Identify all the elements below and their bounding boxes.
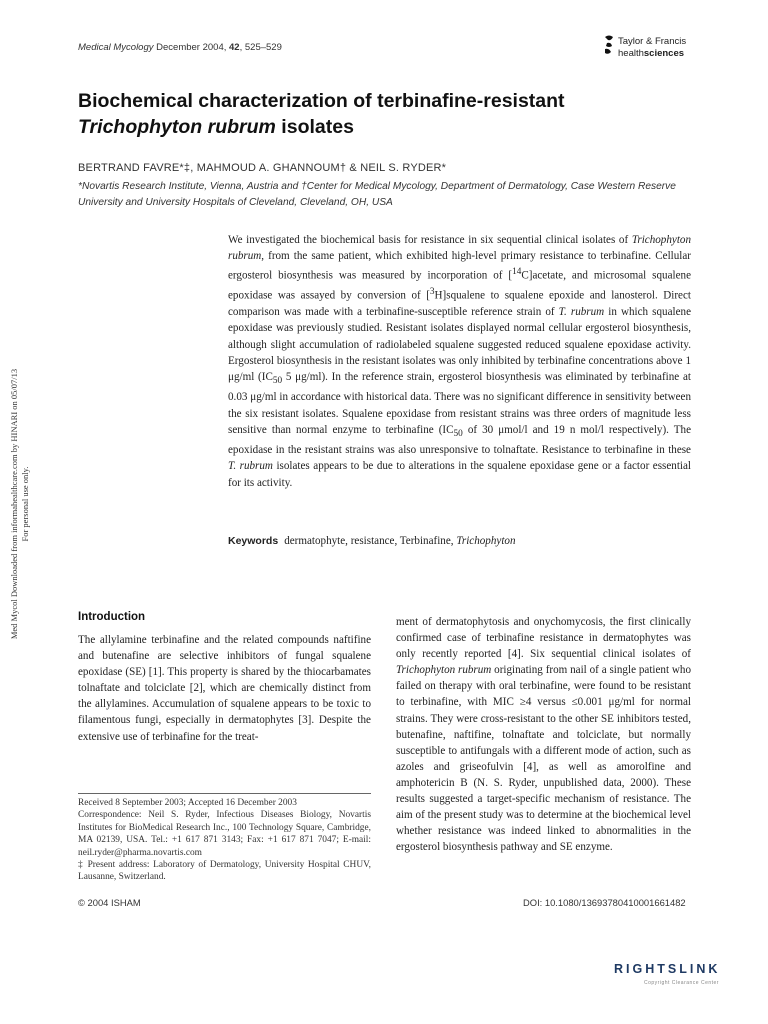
title-species: Trichophyton rubrum <box>78 116 276 138</box>
doi: DOI: 10.1080/13693780410001661482 <box>523 897 686 908</box>
ic-subscript: 50 <box>272 376 283 387</box>
publisher-logo <box>602 32 752 62</box>
copyright: © 2004 ISHAM <box>78 897 141 908</box>
title-line-1: Biochemical characterization of terbinafine-resistant <box>78 90 565 112</box>
issue-date: December 2004, <box>156 42 227 53</box>
footnote-divider <box>78 793 371 794</box>
intro-species: Trichophyton rubrum <box>396 664 492 677</box>
intro-text: ment of dermatophytosis and onychomycosis, the first clinically confirmed case of terbinafine resistance in dermatophytes was only recently reported [4]. Six sequential clinical isolates of <box>396 616 691 661</box>
author-list: BERTRAND FAVRE*‡, MAHMOUD A. GHANNOUM† & NEIL S. RYDER* <box>78 162 447 174</box>
isotope-superscript: 3 <box>429 287 435 298</box>
abstract-species: T. rubrum <box>558 306 605 319</box>
intro-text: originating from nail of a single patient who failed on therapy with oral terbinafine, were found to be resistant to terbinafine, with MIC ≥4 versus ≤0.001 μg/ml for normal strains. They were cross-resistant to the other SE inhibitors tested, butenafine, naftifine, tolnaftate and tolciclate, but normally susceptible to antifungals with a different mode of action, such as azoles and griseofulvin [4], as well as amorolfine and amphotericin B (N. S. Ryder, unpublished data, 2000). These results suggested a target-specific mechanism of resistance. The aim of the present study was to determine at the biochemical level whether resistance was indeed linked to abnormalities in the ergosterol biosynthesis pathway and SE enzyme. <box>396 664 691 854</box>
keywords <box>228 535 516 547</box>
download-notice-line-2: For personal use only. <box>20 466 30 542</box>
abstract-text: We investigated the biochemical basis for resistance in six sequential clinical isolates of <box>228 234 632 246</box>
abstract-text: in which squalene epoxidase was previously studied. Resistant isolates displayed normal cellular ergosterol biosynthesis, although slight accumulation of radiolabeled squalene suggested reduced squalene epoxidase activity. Ergosterol biosynthesis in the resistant isolates was only inhibited by terbinafine concentrations above 1 μg/ml (IC <box>228 306 691 383</box>
rightslink-wordmark: RIGHTSLINK <box>614 962 721 976</box>
isotope-superscript: 14 <box>512 267 522 278</box>
publisher-imprint-part2: sciences <box>643 48 685 59</box>
intro-column-right <box>396 614 691 855</box>
abstract-text: isolates appears to be due to alterations in the squalene epoxidase gene or a factor essential for its activity. <box>228 460 691 489</box>
journal-name: Medical Mycology <box>78 42 154 53</box>
rightslink-logo[interactable] <box>614 960 754 990</box>
abstract-text: of 30 μmol/l and 19 n mol/l respectively). The epoxidase in the resistant strains was also unresponsive to tolnaftate. Resistance to terbinafine in these <box>228 423 691 457</box>
download-notice-line-1: Med Mycol Downloaded from informahealthcare.com by HINARI on 05/07/13 <box>9 368 19 640</box>
correspondence: Correspondence: Neil S. Ryder, Infectious Diseases Biology, Novartis Institutes for BioMedical Research Inc., 100 Technology Square, Cambridge, MA 02139, USA. Tel.: +1 617 871 3143; Fax: +1 617 871 7047; E-mail: neil.ryder@pharma.novartis.com <box>78 810 371 858</box>
running-head <box>78 42 282 53</box>
article-title <box>78 88 718 140</box>
intro-column-left: The allylamine terbinafine and the related compounds naftifine and butenafine are selective inhibitors of fungal squalene epoxidase (SE) [1]. This property is shared by the thiocarbamates tolnaftate and tolciclate [2], which are chemically distinct from the allylamines. Accumulation of squalene appears to be toxic to filamentous fungi, especially in dermatophytes [3]. Despite the extensive use of terbinafine for the treat- <box>78 634 371 743</box>
keywords-italic: Trichophyton <box>456 535 516 547</box>
abstract-text: H]squalene to squalene epoxide and lanosterol. Direct comparison was made with a terbinafine-susceptible reference strain of <box>228 289 691 319</box>
abstract-text: , from the same patient, which exhibited high-level primary resistance to terbinafine. Cellular ergosterol biosynthesis was measured by incorporation of [ <box>228 250 691 283</box>
present-address: ‡ Present address: Laboratory of Dermatology, University Hospital CHUV, Lausanne, Switzerland. <box>78 860 371 883</box>
volume-number: 42 <box>229 42 240 53</box>
title-suffix: isolates <box>275 116 354 138</box>
affiliations: *Novartis Research Institute, Vienna, Austria and †Center for Medical Mycology, Department of Dermatology, Case Western Reserve University and University Hospitals of Cleveland, Cleveland, OH, USA <box>78 181 676 208</box>
keywords-list: dermatophyte, resistance, Terbinafine, <box>284 535 457 547</box>
publisher-name: Taylor & Francis <box>618 36 687 47</box>
ic-subscript: 50 <box>453 429 463 440</box>
page-range: , 525–529 <box>239 42 282 53</box>
abstract <box>228 232 691 491</box>
footnotes <box>78 797 371 884</box>
publisher-logo-icon <box>602 34 616 56</box>
abstract-text: 5 μg/ml). In the reference strain, ergosterol biosynthesis was eliminated by terbinafine at 0.03 μg/ml in accordance with historical data. There was no significant difference in sensitivity between the six resistant isolates. Squalene epoxidase from resistant strains was three orders of magnitude less sensitive than normal enzyme to terbinafine (IC <box>228 371 691 436</box>
download-notice <box>9 329 31 679</box>
keywords-label: Keywords <box>228 535 279 547</box>
abstract-text: C]acetate, and microsomal squalene epoxidase was assayed by conversion of [ <box>228 270 691 302</box>
abstract-species: T. rubrum <box>228 460 273 473</box>
abstract-species: Trichophyton rubrum <box>228 234 691 263</box>
received-dates: Received 8 September 2003; Accepted 16 December 2003 <box>78 798 297 808</box>
publisher-imprint <box>618 48 684 59</box>
section-heading-introduction: Introduction <box>78 611 146 623</box>
rightslink-tagline: Copyright Clearance Center <box>644 980 719 986</box>
publisher-imprint-part1: health <box>618 48 644 59</box>
title-line-2 <box>78 114 718 140</box>
